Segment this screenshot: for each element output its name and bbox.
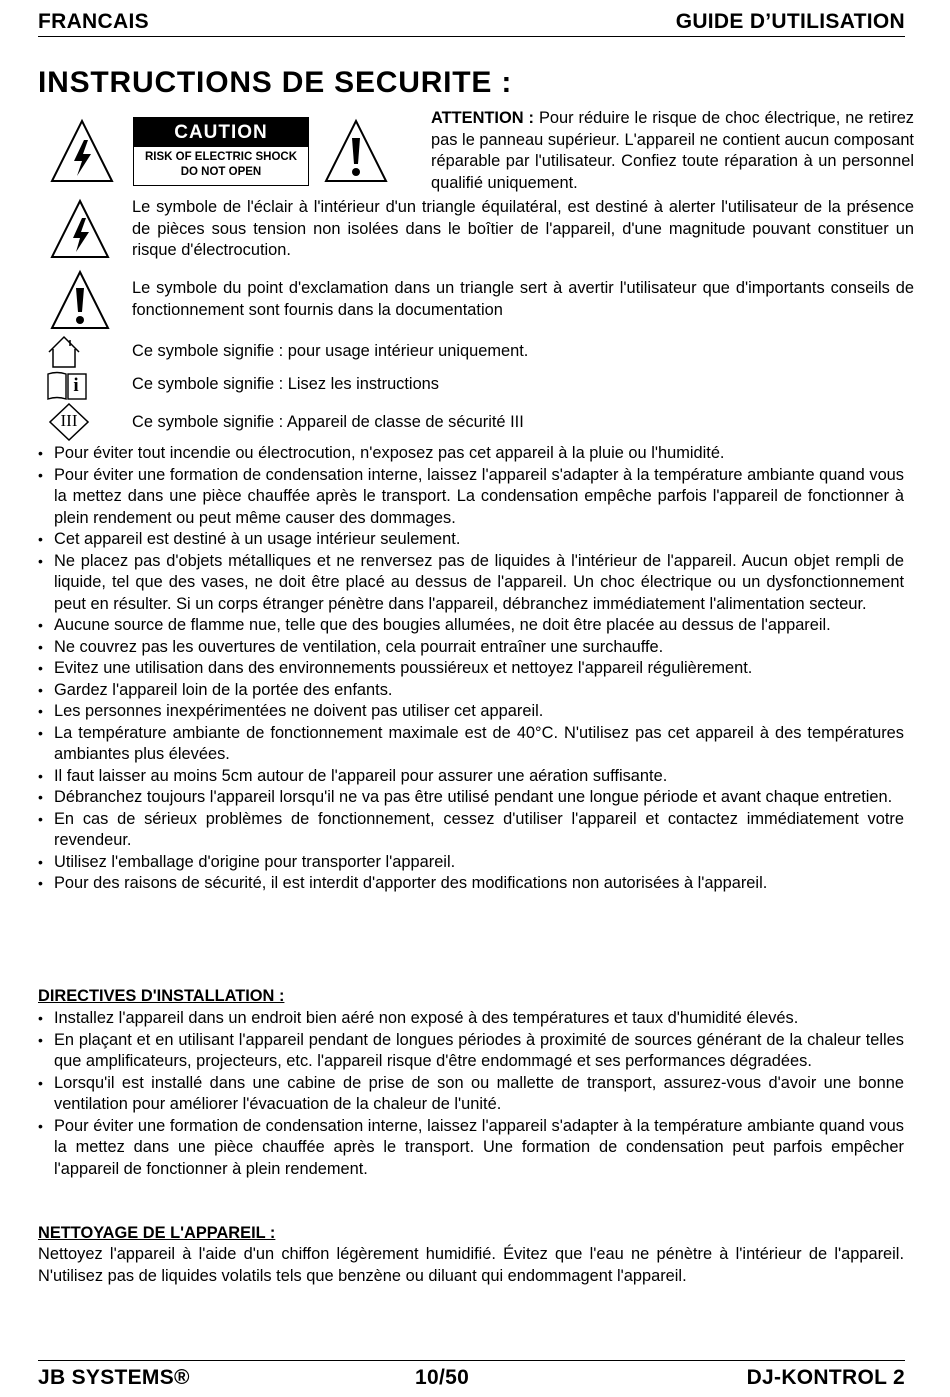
safety-bullet-list <box>38 443 904 895</box>
caution-line-1: RISK OF ELECTRIC SHOCK <box>144 151 298 163</box>
house-icon <box>46 334 82 370</box>
read-symbol-text: Ce symbole signifie : Lisez les instructions <box>132 375 439 393</box>
lightning-symbol-text: Le symbole de l'éclair à l'intérieur d'un triangle équilatéral, est destiné à alerter l'utilisateur de la présence de pièces sous tension non isolées dans le boîtier de l'appareil, d'une magnitude pouvant constituer un risque d'électrocution. <box>132 198 914 259</box>
list-item: • En cas de sérieux problèmes de fonctionnement, cessez d'utiliser l'appareil et contactez immédiatement votre revendeur. <box>38 809 904 852</box>
class3-symbol-text: Ce symbole signifie : Appareil de classe de sécurité III <box>132 413 524 431</box>
list-item: • Lorsqu'il est installé dans une cabine de prise de son ou mallette de transport, assurez-vous d'avoir une bonne ventilation pour améliorer l'évacuation de la chaleur de l'unité. <box>38 1073 904 1116</box>
list-item: • Utilisez l'emballage d'origine pour transporter l'appareil. <box>38 852 904 874</box>
footer-page-number: 10/50 <box>415 1366 470 1389</box>
list-item: • Pour éviter tout incendie ou électrocution, n'exposez pas cet appareil à la pluie ou l'humidité. <box>38 443 904 465</box>
list-item: • Installez l'appareil dans un endroit bien aéré non exposé à des températures et taux d'humidité élevés. <box>38 1008 904 1030</box>
footer-brand: JB SYSTEMS® <box>38 1366 190 1389</box>
caution-label <box>133 117 309 186</box>
list-item: • La température ambiante de fonctionnement maximale est de 40°C. N'utilisez pas cet appareil à des températures ambiantes plus élevées. <box>38 723 904 766</box>
installation-heading: DIRECTIVES D'INSTALLATION : <box>38 987 285 1005</box>
info-mark: i <box>73 375 79 396</box>
list-item: • Il faut laisser au moins 5cm autour de l'appareil pour assurer une aération suffisante. <box>38 766 904 788</box>
list-item: • Aucune source de flamme nue, telle que des bougies allumées, ne doit être placée au dessus de l'appareil. <box>38 615 904 637</box>
list-item: • En plaçant et en utilisant l'appareil pendant de longues périodes à proximité de sources générant de la chaleur telles que amplificateurs, projecteurs, etc. l'appareil risque d'être endommagé et ses performances dégradées. <box>38 1030 904 1073</box>
caution-line-2: DO NOT OPEN <box>180 166 262 178</box>
page-title: INSTRUCTIONS DE SECURITE : <box>38 66 513 99</box>
exclamation-symbol-text: Le symbole du point d'exclamation dans un triangle sert à avertir l'utilisateur que d'importants conseils de fonctionnement sont fournis dans la documentation <box>132 279 914 319</box>
list-item: • Pour des raisons de sécurité, il est interdit d'apporter des modifications non autorisées à l'appareil. <box>38 873 904 895</box>
lightning-triangle-icon <box>49 118 115 184</box>
header-language: FRANCAIS <box>38 10 149 33</box>
list-item: • Pour éviter une formation de condensation interne, laissez l'appareil s'adapter à la température ambiante quand vous la mettez dans une pièce chauffée après le transport. Une formation de condensation peut parfois empêcher l'appareil de fonctionner à plein rendement. <box>38 1116 904 1181</box>
list-item: • Cet appareil est destiné à un usage intérieur seulement. <box>38 529 904 551</box>
installation-bullet-list <box>38 1008 904 1180</box>
page-footer <box>38 1360 905 1395</box>
footer-product: DJ-KONTROL 2 <box>746 1366 905 1389</box>
indoor-symbol-text: Ce symbole signifie : pour usage intérieur uniquement. <box>132 342 529 360</box>
attention-label: ATTENTION : <box>431 109 534 127</box>
exclamation-symbol-icon <box>49 269 111 331</box>
attention-text <box>431 108 914 194</box>
exclamation-triangle-icon <box>323 118 389 184</box>
cleaning-text: Nettoyez l'appareil à l'aide d'un chiffon légèrement humidifié. Évitez que l'eau ne pénètre à l'intérieur de l'appareil. N'utilisez pas de liquides volatils tels que benzène ou diluant qui endommagent l'appareil. <box>38 1245 904 1285</box>
list-item: • Ne placez pas d'objets métalliques et ne renversez pas de liquides à l'intérieur de l'appareil. Aucun objet rempli de liquide, tel que des vases, ne doit être placé au dessus de l'appareil. Un choc électrique ou un dysfonctionnement peut en résulter. Si un corps étranger pénètre dans l'appareil, débranchez immédiatement l'alimentation secteur. <box>38 551 904 616</box>
list-item: • Pour éviter une formation de condensation interne, laissez l'appareil s'adapter à la température ambiante quand vous la mettez dans une pièce chauffée après le transport. La condensation empêche parfois l'appareil de fonctionner à plein rendement ou peut même causer des dommages. <box>38 465 904 530</box>
header-guide-title: GUIDE D’UTILISATION <box>675 10 905 33</box>
attention-body: Pour réduire le risque de choc électrique, ne retirez pas le panneau supérieur. L'appareil ne contient aucun composant réparable par l'utilisateur. Confiez toute réparation à un personnel qualifié uniquement. <box>431 109 914 192</box>
lightning-symbol-icon <box>49 198 111 260</box>
caution-title: CAUTION <box>134 118 308 147</box>
cleaning-heading: NETTOYAGE DE L'APPAREIL : <box>38 1224 276 1242</box>
list-item: • Ne couvrez pas les ouvertures de ventilation, cela pourrait entraîner une surchauffe. <box>38 637 904 659</box>
page-header <box>38 8 905 37</box>
list-item: • Gardez l'appareil loin de la portée des enfants. <box>38 680 904 702</box>
list-item: • Les personnes inexpérimentées ne doivent pas utiliser cet appareil. <box>38 701 904 723</box>
class3-mark: III <box>60 411 78 430</box>
list-item: • Evitez une utilisation dans des environnements poussiéreux et nettoyez l'appareil régulièrement. <box>38 658 904 680</box>
list-item: • Débranchez toujours l'appareil lorsqu'il ne va pas être utilisé pendant une longue période et avant chaque entretien. <box>38 787 904 809</box>
